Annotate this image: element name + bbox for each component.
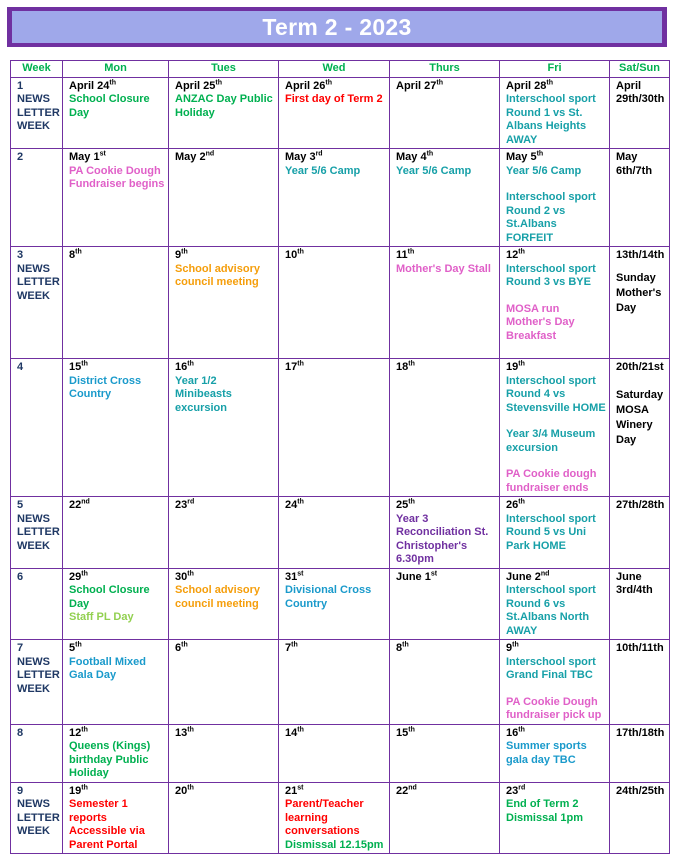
date-suffix: st: [99, 150, 106, 158]
date-suffix: rd: [518, 783, 526, 791]
date-suffix: th: [407, 248, 415, 256]
header-sat-sun: Sat/Sun: [610, 61, 670, 78]
week-number: 1: [17, 79, 24, 92]
day-cell-wed: [279, 724, 390, 782]
weekend-dates: April 29th/30th: [616, 79, 665, 105]
header-thu: Thurs: [390, 61, 500, 78]
newsletter-week-label: NEWS LETTER WEEK: [17, 262, 60, 302]
day-cell-thu: [390, 568, 500, 640]
day-date: [69, 571, 165, 585]
event-text: Staff PL Day: [69, 611, 134, 623]
day-date: [285, 151, 386, 165]
week-number: 6: [17, 570, 24, 583]
week-row: [11, 568, 670, 640]
event-text: PA Cookie Dough fundraiser pick up: [506, 695, 602, 721]
date-text: 11: [396, 249, 408, 261]
date-text: May 4: [396, 151, 427, 163]
day-cell-fri: [500, 782, 610, 854]
date-text: 24: [285, 499, 298, 511]
date-suffix: th: [408, 498, 415, 506]
date-suffix: th: [187, 360, 194, 368]
date-text: April 24: [69, 79, 110, 92]
week-row: [11, 149, 670, 247]
event-text: Divisional Cross Country: [285, 584, 372, 610]
header-tue: Tues: [169, 61, 279, 78]
week-cell: [11, 247, 63, 359]
week-cell: [11, 359, 63, 497]
week-number: 9: [17, 784, 24, 797]
date-suffix: th: [518, 725, 525, 733]
day-date: [175, 642, 275, 656]
weekend-dates: 27th/28th: [616, 499, 665, 511]
day-date: [69, 727, 165, 741]
date-suffix: th: [536, 150, 544, 158]
day-date: [396, 785, 496, 799]
day-cell-thu: [390, 359, 500, 497]
date-suffix: th: [81, 569, 88, 577]
date-text: 25: [396, 499, 409, 511]
event-text: School advisory council meeting: [175, 262, 260, 288]
day-cell-thu: [390, 724, 500, 782]
event-text: District Cross Country: [69, 374, 142, 400]
date-text: 31: [285, 570, 298, 583]
event-text: PA Cookie dough fundraiser ends: [506, 468, 597, 494]
day-date: [396, 249, 496, 263]
day-date: [175, 80, 275, 94]
weekend-note: Saturday MOSA Winery Day: [616, 388, 664, 446]
day-cell-mon: [63, 497, 169, 569]
date-suffix: th: [75, 248, 82, 256]
event-spacer: [506, 683, 606, 696]
date-suffix: th: [408, 725, 415, 733]
date-suffix: th: [297, 360, 304, 368]
date-suffix: nd: [205, 150, 215, 158]
day-cell-thu: [390, 247, 500, 359]
day-cell-mon: [63, 149, 169, 247]
day-date: [175, 361, 275, 375]
date-text: May 2: [175, 151, 206, 163]
date-suffix: th: [512, 641, 519, 649]
date-suffix: th: [426, 150, 434, 158]
day-cell-tue: [169, 640, 279, 725]
week-row: [11, 247, 670, 359]
date-text: 30: [175, 570, 188, 583]
event-spacer: [506, 178, 606, 191]
day-cell-fri: [500, 247, 610, 359]
date-text: 26: [506, 499, 519, 511]
date-suffix: th: [297, 498, 304, 506]
day-cell-wed: [279, 497, 390, 569]
date-text: 18: [396, 361, 409, 373]
day-date: [506, 785, 606, 799]
day-date: [506, 80, 606, 94]
day-date: [506, 642, 606, 656]
date-text: 21: [285, 784, 298, 797]
newsletter-week-label: NEWS LETTER WEEK: [17, 512, 60, 552]
event-text: Dismissal 12.15pm: [285, 838, 384, 851]
date-suffix: th: [518, 248, 525, 256]
date-text: 15: [69, 361, 82, 373]
date-suffix: th: [187, 725, 194, 733]
week-number: 3: [17, 249, 24, 261]
event-text: ANZAC Day Public Holiday: [175, 93, 273, 119]
day-date: [396, 499, 496, 513]
week-number: 8: [17, 726, 24, 739]
event-text: School Closure Day: [69, 584, 150, 610]
weekend-dates: 24th/25th: [616, 784, 665, 797]
date-suffix: th: [546, 78, 553, 86]
weekend-note: Sunday Mother's Day: [616, 271, 662, 314]
date-text: 23: [175, 499, 188, 511]
date-text: 16: [175, 361, 188, 373]
date-text: 9: [506, 642, 513, 654]
day-date: [69, 80, 165, 94]
date-suffix: th: [187, 783, 194, 791]
event-text: Interschool sport Round 2 vs St.Albans FORFEIT: [506, 191, 596, 244]
date-suffix: th: [81, 360, 88, 368]
week-number: 4: [17, 361, 24, 373]
day-cell-thu: [390, 640, 500, 725]
date-text: 17: [285, 361, 298, 373]
date-suffix: nd: [81, 498, 90, 506]
date-suffix: th: [181, 641, 188, 649]
day-cell-tue: [169, 724, 279, 782]
date-suffix: th: [325, 78, 332, 86]
date-suffix: rd: [315, 150, 323, 158]
day-cell-mon: [63, 724, 169, 782]
week-cell: [11, 568, 63, 640]
event-text: Interschool sport Round 1 vs St. Albans Heights AWAY: [506, 93, 596, 146]
date-text: 14: [285, 726, 298, 739]
day-date: [69, 249, 165, 263]
day-date: [506, 499, 606, 513]
date-text: 29: [69, 570, 82, 583]
day-cell-mon: [63, 640, 169, 725]
day-date: [285, 499, 386, 513]
weekend-cell: [610, 640, 670, 725]
date-suffix: th: [297, 725, 304, 733]
event-text: School Closure Day: [69, 93, 150, 119]
date-text: 19: [69, 784, 82, 797]
week-row: [11, 640, 670, 725]
date-text: 9: [175, 249, 182, 261]
day-cell-tue: [169, 497, 279, 569]
day-date: [175, 727, 275, 741]
date-suffix: st: [430, 569, 438, 577]
date-suffix: th: [81, 783, 88, 791]
event-text: Year 1/2 Minibeasts excursion: [175, 374, 232, 414]
day-date: [69, 499, 165, 513]
day-cell-wed: [279, 247, 390, 359]
day-date: [506, 727, 606, 741]
date-text: 7: [285, 642, 292, 654]
date-text: June 1: [396, 570, 431, 583]
weekend-cell: [610, 77, 670, 149]
weekend-dates: June 3rd/4th: [616, 570, 653, 596]
week-number: 7: [17, 642, 24, 654]
weekend-cell: [610, 247, 670, 359]
day-date: [396, 361, 496, 375]
day-cell-fri: [500, 77, 610, 149]
date-suffix: th: [297, 248, 304, 256]
event-text: Parent/Teacher learning conversations: [285, 798, 364, 837]
day-cell-fri: [500, 149, 610, 247]
day-cell-mon: [63, 359, 169, 497]
event-text: Semester 1 reports: [69, 798, 128, 824]
newsletter-week-label: NEWS LETTER WEEK: [17, 655, 60, 695]
day-date: [69, 785, 165, 799]
day-cell-thu: [390, 497, 500, 569]
day-date: [69, 642, 165, 656]
day-cell-wed: [279, 640, 390, 725]
day-date: [69, 151, 165, 165]
week-row: [11, 497, 670, 569]
header-mon: Mon: [63, 61, 169, 78]
date-text: 8: [396, 642, 403, 654]
day-cell-wed: [279, 568, 390, 640]
date-suffix: th: [81, 725, 88, 733]
day-date: [285, 80, 386, 94]
weekend-cell: [610, 359, 670, 497]
event-text: First day of Term 2: [285, 93, 383, 105]
header-fri: Fri: [500, 61, 610, 78]
event-text: End of Term 2 Dismissal 1pm: [506, 798, 584, 824]
date-suffix: th: [408, 360, 415, 368]
date-text: 20: [175, 784, 188, 797]
day-date: [175, 499, 275, 513]
date-text: 8: [69, 249, 76, 261]
day-cell-tue: [169, 568, 279, 640]
week-cell: [11, 77, 63, 149]
date-suffix: th: [518, 360, 525, 368]
week-row: [11, 724, 670, 782]
day-cell-wed: [279, 77, 390, 149]
week-row: [11, 782, 670, 854]
newsletter-week-label: NEWS LETTER WEEK: [17, 798, 60, 837]
event-spacer: [506, 415, 606, 428]
date-suffix: rd: [187, 498, 195, 506]
event-text: MOSA run Mother's Day Breakfast: [506, 302, 575, 342]
weekend-cell: [610, 782, 670, 854]
date-text: April 27: [396, 79, 437, 92]
date-suffix: th: [109, 78, 116, 86]
day-cell-thu: [390, 782, 500, 854]
title-banner: [7, 7, 667, 47]
date-text: 6: [175, 642, 182, 654]
date-text: 12: [506, 249, 519, 261]
date-suffix: th: [518, 498, 525, 506]
event-text: Mother's Day Stall: [396, 262, 491, 275]
day-cell-tue: [169, 359, 279, 497]
day-cell-wed: [279, 359, 390, 497]
event-text: Year 5/6 Camp: [506, 164, 582, 177]
newsletter-week-label: NEWS LETTER WEEK: [17, 93, 60, 132]
week-number: 2: [17, 151, 24, 163]
day-date: [506, 249, 606, 263]
date-text: 13: [175, 726, 188, 739]
day-date: [396, 727, 496, 741]
day-cell-tue: [169, 77, 279, 149]
event-spacer: [506, 290, 606, 303]
date-suffix: nd: [540, 569, 550, 577]
header-row: [11, 61, 670, 78]
date-suffix: th: [187, 569, 194, 577]
event-text: Year 3 Reconciliation St. Christopher's 6.30pm: [396, 512, 489, 565]
event-text: Interschool sport Round 3 vs BYE: [506, 262, 596, 288]
day-date: [175, 151, 275, 165]
event-text: Year 5/6 Camp: [396, 164, 472, 177]
day-cell-wed: [279, 782, 390, 854]
weekend-dates: 10th/11th: [616, 642, 664, 654]
date-text: 15: [396, 726, 409, 739]
term-calendar-table: [10, 60, 670, 854]
day-cell-tue: [169, 247, 279, 359]
day-date: [396, 571, 496, 585]
day-date: [285, 727, 386, 741]
day-cell-fri: [500, 497, 610, 569]
date-suffix: th: [215, 78, 222, 86]
date-suffix: st: [297, 569, 304, 577]
date-text: 5: [69, 642, 76, 654]
date-suffix: st: [297, 783, 304, 791]
day-cell-tue: [169, 782, 279, 854]
day-date: [396, 151, 496, 165]
weekend-dates: May 6th/7th: [616, 151, 653, 177]
date-text: May 1: [69, 151, 100, 163]
event-text: Summer sports gala day TBC: [506, 740, 587, 766]
day-date: [175, 249, 275, 263]
day-date: [506, 361, 606, 375]
day-cell-mon: [63, 77, 169, 149]
weekend-dates: 20th/21st: [616, 361, 664, 373]
date-suffix: th: [181, 248, 188, 256]
weekend-cell: [610, 724, 670, 782]
event-text: Interschool sport Grand Final TBC: [506, 655, 596, 681]
week-cell: [11, 724, 63, 782]
day-cell-wed: [279, 149, 390, 247]
day-date: [175, 571, 275, 585]
day-cell-thu: [390, 149, 500, 247]
date-text: June 2: [506, 570, 541, 583]
week-cell: [11, 149, 63, 247]
week-number: 5: [17, 499, 24, 511]
date-suffix: th: [75, 641, 82, 649]
header-week: Week: [11, 61, 63, 78]
day-date: [285, 361, 386, 375]
week-row: [11, 359, 670, 497]
day-cell-mon: [63, 568, 169, 640]
date-text: 23: [506, 784, 519, 797]
date-text: 10: [285, 249, 298, 261]
date-text: 16: [506, 726, 519, 739]
event-text: Football Mixed Gala Day: [69, 655, 146, 681]
day-date: [285, 642, 386, 656]
event-text: PA Cookie Dough Fundraiser begins: [69, 164, 165, 190]
date-suffix: th: [402, 641, 409, 649]
event-spacer: [506, 455, 606, 468]
date-text: 22: [396, 784, 409, 797]
day-cell-tue: [169, 149, 279, 247]
event-spacer: [616, 375, 666, 388]
day-cell-fri: [500, 568, 610, 640]
day-date: [506, 571, 606, 585]
event-spacer: [616, 263, 666, 271]
calendar-body: [11, 77, 670, 854]
day-date: [285, 249, 386, 263]
date-text: April 26: [285, 79, 326, 92]
week-row: [11, 77, 670, 149]
day-date: [69, 361, 165, 375]
event-text: Interschool sport Round 6 vs St.Albans North AWAY: [506, 584, 596, 637]
date-text: 19: [506, 361, 519, 373]
event-text: Accessible via Parent Portal: [69, 825, 145, 851]
weekend-cell: [610, 149, 670, 247]
event-text: Year 5/6 Camp: [285, 164, 361, 177]
date-text: April 25: [175, 79, 216, 92]
event-text: Interschool sport Round 4 vs Stevensville HOME: [506, 374, 606, 414]
week-cell: [11, 640, 63, 725]
day-date: [285, 571, 386, 585]
event-text: Year 3/4 Museum excursion: [506, 428, 596, 454]
event-text: Queens (Kings) birthday Public Holiday: [69, 740, 151, 779]
day-date: [285, 785, 386, 799]
weekend-dates: 17th/18th: [616, 726, 665, 739]
date-text: April 28: [506, 79, 547, 92]
page-title: Term 2 - 2023: [262, 13, 412, 40]
date-text: 12: [69, 726, 82, 739]
date-suffix: th: [291, 641, 298, 649]
event-text: Interschool sport Round 5 vs Uni Park HOME: [506, 512, 596, 552]
day-cell-fri: [500, 724, 610, 782]
day-cell-fri: [500, 640, 610, 725]
event-text: School advisory council meeting: [175, 584, 260, 610]
day-cell-fri: [500, 359, 610, 497]
day-date: [175, 785, 275, 799]
day-date: [396, 80, 496, 94]
weekend-cell: [610, 497, 670, 569]
week-cell: [11, 782, 63, 854]
date-text: May 5: [506, 151, 537, 163]
date-text: May 3: [285, 151, 316, 163]
date-suffix: nd: [408, 783, 417, 791]
day-cell-thu: [390, 77, 500, 149]
date-text: 22: [69, 499, 82, 511]
day-cell-mon: [63, 247, 169, 359]
week-cell: [11, 497, 63, 569]
weekend-dates: 13th/14th: [616, 249, 665, 261]
day-cell-mon: [63, 782, 169, 854]
header-wed: Wed: [279, 61, 390, 78]
day-date: [396, 642, 496, 656]
date-suffix: th: [436, 78, 443, 86]
day-date: [506, 151, 606, 165]
title-banner-inner: [12, 11, 662, 43]
weekend-cell: [610, 568, 670, 640]
